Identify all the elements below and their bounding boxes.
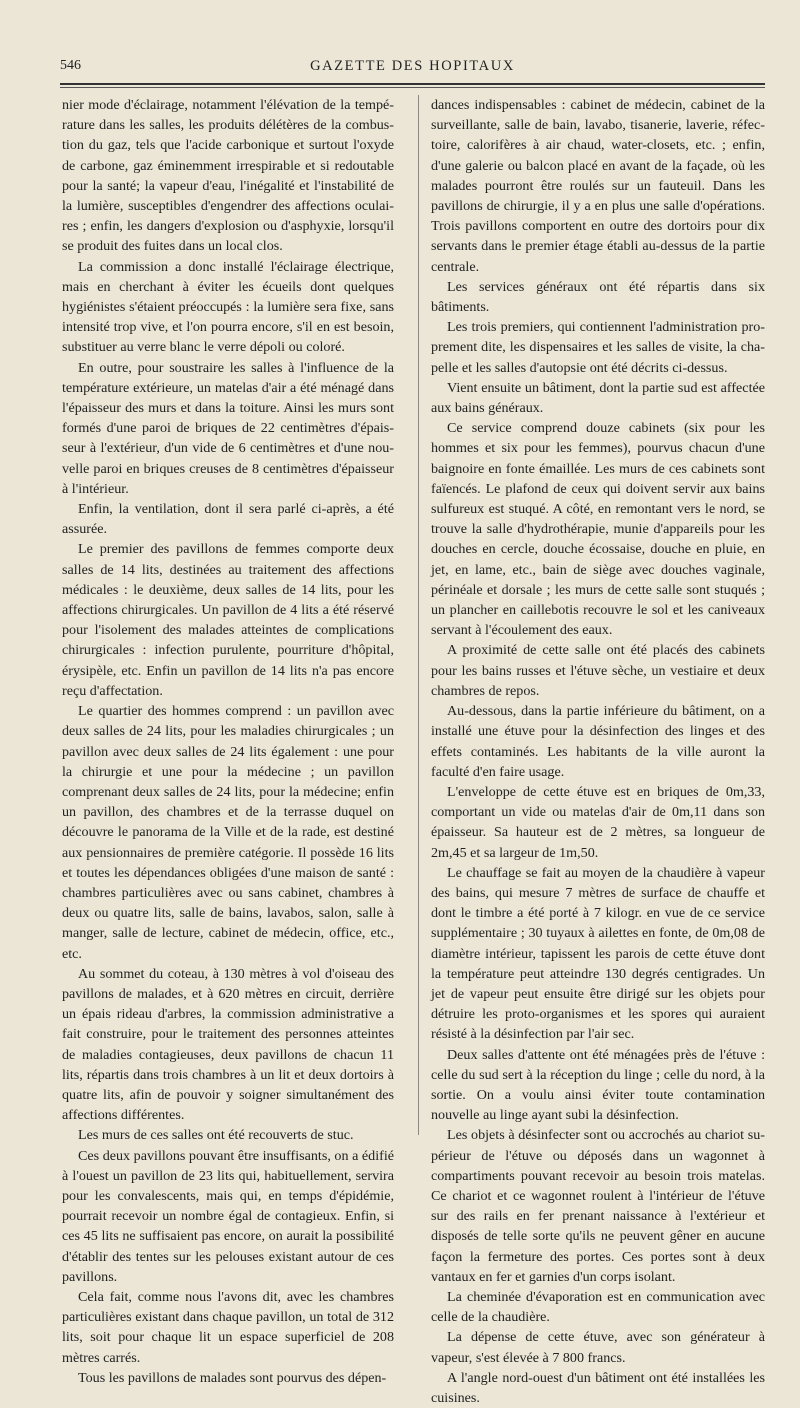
paragraph: En outre, pour soustraire les salles à l'influence de la température extérieure, un matelas d'air a été ménagé dans l'épaisseur des murs et dans la toiture. Ainsi les murs sont formés d'une paroi de briques de 22 centimètres d'épaisseur à l'extérieur, d'un vide de 6 centimètres et d'une nouvelle paroi en briques creuses de 8 centimètres d'épaisseur à l'intérieur.: [62, 359, 394, 497]
page-header: [60, 58, 765, 80]
paragraph: Vient ensuite un bâtiment, dont la partie sud est affectée aux bains généraux.: [431, 379, 765, 417]
paragraph: La dépense de cette étuve, avec son générateur à vapeur, s'est élevée à 7 800 francs.: [431, 1329, 765, 1366]
paragraph: Les trois premiers, qui contiennent l'administration proprement dite, les dispensaires et les salles de visite, la chapelle et les salles d'autopsie ont été décrits ci-dessus.: [431, 319, 765, 376]
paragraph: Deux salles d'attente ont été ménagées près de l'étuve : celle du sud sert à la réception du linge ; celle du nord, à la sortie. On a voulu ainsi éviter toute contamination nouvelle au linge ayant subi la désinfection.: [431, 1046, 765, 1124]
paragraph: Les services généraux ont été répartis dans six bâtiments.: [431, 278, 765, 316]
paragraph: dances indispensables : cabinet de médecin, cabinet de la surveillante, salle de bain, lavabo, tisanerie, laverie, réfectoire, calorifères à air chaud, water-closets, etc. ; enfin, d'une galerie ou balcon placé en avant de la façade, où les malades pourront être roulés sur un fauteuil. Dans les pavillons de chirurgie, il y a en plus une salle d'opérations. Trois pavillons comportent en outre des dortoirs pour dix servants dans le premier étage établi au-dessus de la partie centrale.: [431, 97, 765, 275]
paragraph: Cela fait, comme nous l'avons dit, avec les chambres particulières existant dans chaque pavillon, un total de 312 lits, soit pour chaque lit un espace superficiel de 208 mètres carrés.: [62, 1288, 394, 1366]
paragraph: L'enveloppe de cette étuve est en briques de 0m,33, comportant un vide ou matelas d'air de 0m,11 dans son épaisseur. Sa hauteur est de 2 mètres, sa longueur de 2m,45 et sa largeur de 1m,50.: [431, 783, 765, 861]
paragraph: Le chauffage se fait au moyen de la chaudière à vapeur des bains, qui mesure 7 mètres de surface de chauffe et dont le timbre a été porté à 7 kilogr. en vue de ce service supplémentaire ; 30 tuyaux à ailettes en fonte, de 0m,08 de diamètre intérieur, tapissent les parois de cette étuve dont la température peut atteindre 130 degrés centigrades. Un jet de vapeur peut ensuite être dirigé sur les objets pour détruire les proto-organismes et les spores qui auraient résisté à la désinfection par l'air sec.: [431, 864, 765, 1043]
left-column: [62, 95, 394, 1388]
header-rule: [60, 83, 765, 85]
right-column: [431, 95, 765, 1408]
paragraph: Au-dessous, dans la partie inférieure du bâtiment, on a installé une étuve pour la désinfection des linges et des effets contaminés. Les habitants de la ville auront la faculté d'en faire usage.: [431, 703, 765, 780]
paragraph: La cheminée d'évaporation est en communication avec celle de la chaudière.: [431, 1288, 765, 1326]
paragraph: A l'angle nord-ouest d'un bâtiment ont été installées les cuisines.: [431, 1369, 765, 1406]
paragraph: Au sommet du coteau, à 130 mètres à vol d'oiseau des pavillons de malades, et à 620 mètres en circuit, derrière un épais rideau d'arbres, la commission administrative a fait construire, pour le traitement des personnes atteintes de maladies contagieuses, deux pavillons de chacun 11 lits, répartis dans trois chambres à un lit et deux dortoirs à quatre lits, afin de pouvoir y soigner simultanément des affections différentes.: [62, 965, 394, 1124]
paragraph: Tous les pavillons de malades sont pourvus des dépen-: [78, 1369, 387, 1386]
paragraph: Le quartier des hommes comprend : un pavillon avec deux salles de 24 lits, pour les maladies chirurgicales ; un pavillon avec deux salles de 24 lits également : une pour la chirurgie et une pour la médecine ; un pavillon comprenant deux salles de 24 lits, pour la médecine; enfin un pavillon, des chambres et de la terrasse duquel on découvre le panorama de la Ville et de la rade, est destiné aux pensionnaires de première catégorie. Il possède 16 lits et toutes les dépendances obligées d'une maison de santé : chambres particulières avec ou sans cabinet, chambres à deux ou quatre lits, salle de bains, lavabos, salon, salle à manger, salle de lecture, cabinet de médecin, office, etc., etc.: [62, 703, 394, 962]
paragraph: Le premier des pavillons de femmes comporte deux salles de 14 lits, destinées au traitement des affections médicales : le deuxième, deux salles de 14 lits, pour les affections chirurgicales. Un pavillon de 4 lits a été réservé pour l'isolement des malades atteintes de complications chirurgicales : infection purulente, pourriture d'hôpital, érysipèle, etc. Enfin un pavillon de 14 lits n'a pas encore reçu d'affectation.: [62, 541, 394, 699]
paragraph: Les objets à désinfecter sont ou accrochés au chariot supérieur de l'étuve ou déposés dans un wagonnet à compartiments pouvant recevoir au besoin trois matelas. Ce chariot et ce wagonnet roulent à l'intérieur de l'étuve sur des rails en fer prenant naissance à l'extérieur et disposés de telle sorte qu'ils ne peuvent gêner en aucune façon la fermeture des portes. Ces portes sont à deux vantaux en fer et garnies d'un corps isolant.: [431, 1127, 765, 1285]
paragraph: Enfin, la ventilation, dont il sera parlé ci-après, a été assurée.: [62, 501, 394, 538]
column-divider: [418, 95, 419, 1135]
header-rule-thin: [60, 87, 765, 88]
journal-title: GAZETTE DES HOPITAUX: [310, 58, 515, 74]
paragraph: La commission a donc installé l'éclairage électrique, mais en cherchant à éviter les écueils dont quelques hygiénistes s'étaient préoccupés : la lumière sera fixe, sans intensité trop vive, et l'on pourra encore, s'il en est besoin, substituer au verre blanc le verre dépoli ou coloré.: [62, 258, 394, 356]
paragraph: Ce service comprend douze cabinets (six pour les hommes et six pour les femmes), pourvus chacun d'une baignoire en fonte émaillée. Les murs de ces cabinets sont faïencés. Le plafond de ceux qui doivent servir aux bains sulfureux est stuqué. A côté, en remontant vers le nord, se trouve la salle d'hydrothérapie, munie d'appareils pour les douches en cercle, douche écossaise, douche en pluie, en jet, en lame, etc., bain de siège avec douches vaginale, périnéale et dorsale ; les murs de cette salle sont stuqués ; un plancher en caillebotis recouvre le sol et les caniveaux servant à l'écoulement des eaux.: [431, 420, 765, 639]
paragraph: Les murs de ces salles ont été recouverts de stuc.: [78, 1127, 354, 1144]
paragraph: Ces deux pavillons pouvant être insuffisants, on a édifié à l'ouest un pavillon de 23 lits qui, habituellement, servira pour les convalescents, mais qui, en temps d'épidémie, pourrait recevoir un nombre égal de contagieux. Enfin, si ces 45 lits ne suffisaient pas encore, on aurait la possibilité d'établir des tentes sur les pelouses existant autour de ces pavillons.: [62, 1147, 394, 1285]
page-number: 546: [60, 58, 81, 73]
paragraph: nier mode d'éclairage, notamment l'élévation de la température dans les salles, les produits délétères de la combustion du gaz, tels que l'acide carbonique et surtout l'oxyde de carbone, gaz éminemment irrespirable et si redoutable pour la santé; la vapeur d'eau, l'inégalité et l'instabilité de la lumière, susceptibles d'engendrer des affections oculaires ; enfin, les dangers d'explosion ou d'asphyxie, lorsqu'il se produit des fuites dans un local clos.: [62, 97, 394, 255]
paragraph: A proximité de cette salle ont été placés des cabinets pour les bains russes et l'étuve sèche, un vestiaire et deux chambres de repos.: [431, 642, 765, 699]
